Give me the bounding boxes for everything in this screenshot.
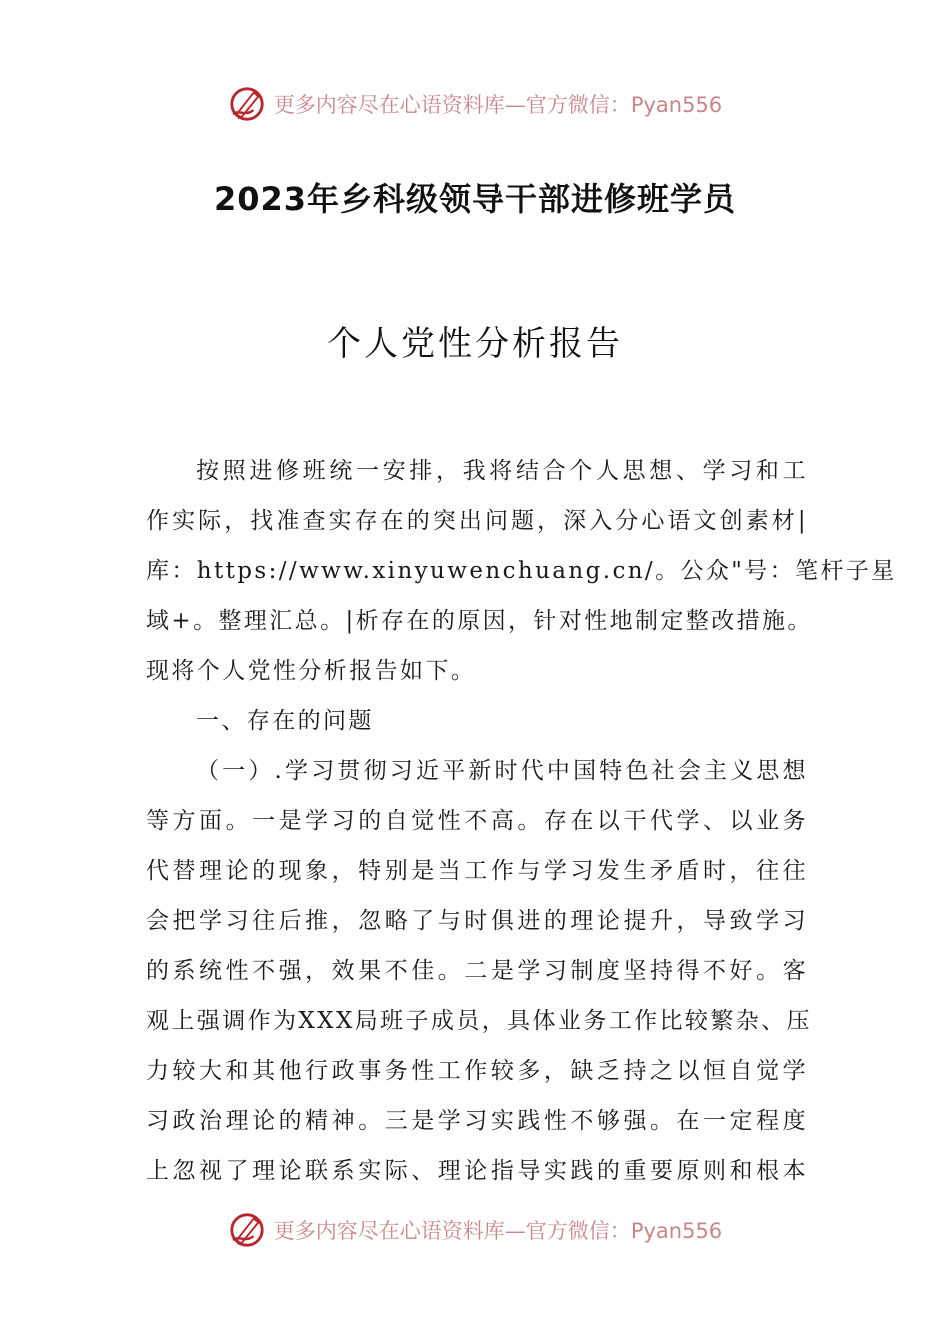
footer-banner-handle: Pyan556 xyxy=(630,1219,723,1243)
body-line: 按照进修班统一安排，我将结合个人思想、学习和工 xyxy=(196,458,808,484)
body-line: 库：https://www.xinyuwenchuang.cn/。公众"号：笔杆子星 xyxy=(146,558,897,584)
body-line: 习政治理论的精神。三是学习实践性不够强。在一定程度 xyxy=(146,1108,808,1134)
document-title-line2: 个人党性分析报告 xyxy=(327,324,623,364)
body-line: 域+。整理汇总。|析存在的原因，针对性地制定整改措施。 xyxy=(146,608,813,634)
body-line: 代替理论的现象，特别是当工作与学习发生矛盾时，往往 xyxy=(146,858,808,884)
document-body xyxy=(146,446,897,1196)
body-line: 作实际，找准查实存在的突出问题，深入分心语文创素材| xyxy=(146,508,808,534)
document-title-line1: 2023年乡科级领导干部进修班学员 xyxy=(213,180,737,218)
body-line: 现将个人党性分析报告如下。 xyxy=(146,658,477,684)
header-banner xyxy=(0,82,950,126)
body-line: 力较大和其他行政事务性工作较多，缺乏持之以恒自觉学 xyxy=(146,1058,808,1084)
pen-logo-icon xyxy=(228,85,266,123)
body-line: 上忽视了理论联系实际、理论指导实践的重要原则和根本 xyxy=(146,1158,808,1184)
body-line: 观上强调作为XXX局班子成员，具体业务工作比较繁杂、压 xyxy=(146,1008,812,1034)
footer-banner-text: 更多内容尽在心语资料库—官方微信：Pyan556 xyxy=(273,1219,723,1243)
header-banner-text: 更多内容尽在心语资料库—官方微信：Pyan556 xyxy=(273,93,723,117)
body-line: （一）.学习贯彻习近平新时代中国特色社会主义思想 xyxy=(196,758,808,784)
header-banner-handle: Pyan556 xyxy=(630,93,723,117)
footer-banner xyxy=(0,1208,950,1252)
body-line: 等方面。一是学习的自觉性不高。存在以干代学、以业务 xyxy=(146,808,808,834)
section-heading: 一、存在的问题 xyxy=(196,708,374,734)
pen-logo-icon xyxy=(228,1211,266,1249)
body-line: 会把学习往后推，忽略了与时俱进的理论提升，导致学习 xyxy=(146,908,808,934)
body-line: 的系统性不强，效果不佳。二是学习制度坚持得不好。客 xyxy=(146,958,808,984)
